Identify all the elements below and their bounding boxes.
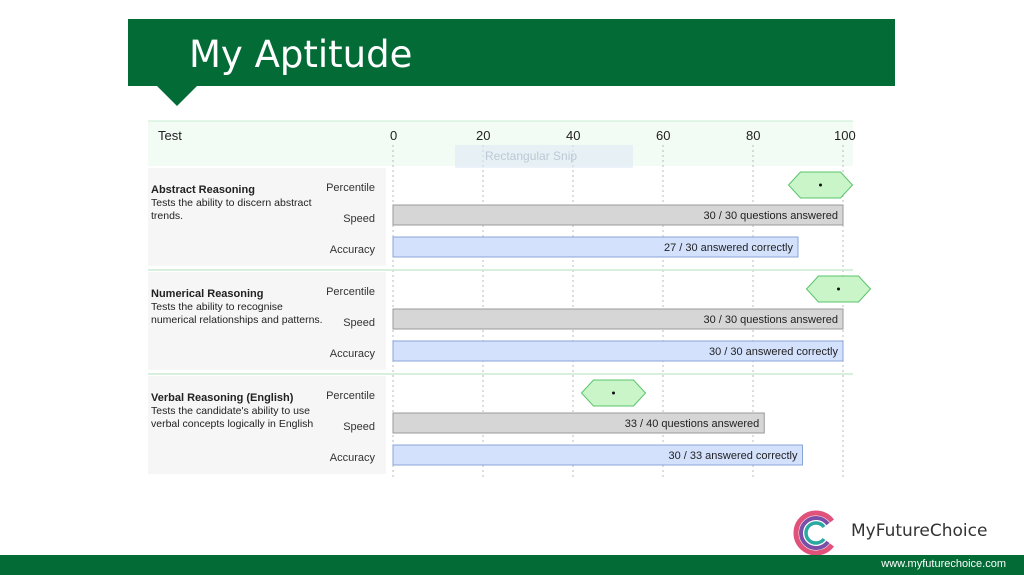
percentile-dot [837, 288, 840, 291]
metric-label: Speed [343, 421, 375, 433]
test-description-text: Tests the ability to discern abstract trends. [151, 197, 312, 222]
accuracy-bar-label: 27 / 30 answered correctly [663, 242, 793, 254]
snip-tooltip-label: Rectangular Snip [485, 149, 578, 163]
metric-label: Speed [343, 213, 375, 225]
page-title: My Aptitude [189, 33, 413, 76]
percentile-dot [819, 184, 822, 187]
accuracy-bar-label: 30 / 33 answered correctly [668, 450, 798, 462]
test-name: Verbal Reasoning (English) [151, 392, 294, 404]
brand-name: MyFutureChoice [851, 521, 988, 541]
test-name: Numerical Reasoning [151, 288, 264, 300]
axis-tick-label: 0 [390, 128, 398, 143]
speed-bar-label: 33 / 40 questions answered [624, 418, 760, 430]
brand-logo-icon [792, 509, 840, 557]
speed-bar-label: 30 / 30 questions answered [703, 210, 838, 222]
metric-label: Percentile [326, 390, 375, 402]
axis-tick-label: 40 [566, 128, 581, 143]
footer-url-link[interactable]: www.myfuturechoice.com [881, 558, 1006, 570]
metric-label: Accuracy [329, 348, 375, 360]
metric-label: Percentile [326, 182, 375, 194]
axis-tick-label: 20 [476, 128, 491, 143]
test-name: Abstract Reasoning [151, 184, 255, 196]
axis-tick-label: 80 [746, 128, 761, 143]
metric-label: Percentile [326, 286, 375, 298]
axis-tick-label: 100 [834, 128, 856, 143]
axis-tick-label: 60 [656, 128, 671, 143]
metric-label: Speed [343, 317, 375, 329]
metric-label: Accuracy [329, 244, 375, 256]
test-description-text: Tests the candidate's ability to use verbal concepts logically in English [151, 405, 314, 430]
test-description-text: Tests the ability to recognise numerical relationships and patterns. [151, 301, 323, 326]
footer-bar [0, 555, 1024, 575]
percentile-dot [612, 392, 615, 395]
snip-tooltip [455, 145, 633, 168]
accuracy-bar-label: 30 / 30 answered correctly [708, 346, 838, 358]
speed-bar-label: 30 / 30 questions answered [703, 314, 838, 326]
metric-label: Accuracy [329, 452, 375, 464]
test-column-header: Test [158, 128, 182, 143]
